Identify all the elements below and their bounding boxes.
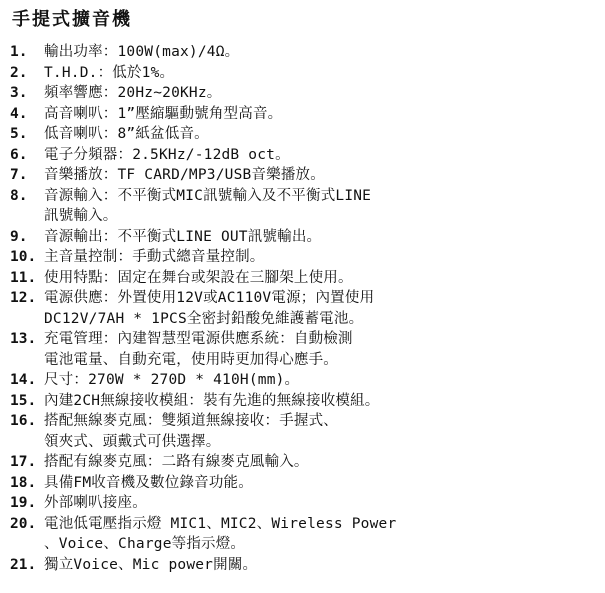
spec-item-line: 外部喇叭接座。 [44, 495, 147, 511]
spec-item-text [44, 514, 600, 555]
spec-item-number: 8. [10, 187, 28, 204]
spec-item-text [44, 227, 600, 248]
spec-item-line: T.H.D.：低於1%。 [44, 64, 175, 81]
spec-item-text [44, 124, 600, 145]
spec-item-text [44, 288, 600, 329]
spec-item-line: 搭配有線麥克風：二路有線麥克風輸入。 [44, 454, 309, 470]
spec-item-number: 14. [10, 372, 37, 388]
spec-item [10, 329, 600, 370]
spec-item [10, 145, 600, 166]
spec-item-number: 13. [10, 331, 37, 347]
spec-item-text [44, 473, 600, 494]
spec-item-line: 主音量控制：手動式總音量控制。 [44, 249, 265, 265]
spec-item-line: 頻率響應：20Hz~20KHz。 [44, 85, 222, 101]
spec-item-number: 6. [10, 146, 28, 163]
spec-item-number: 7. [10, 167, 28, 183]
spec-item-text [44, 411, 600, 452]
spec-item-line: 輸出功率：100W(max)/4Ω。 [44, 44, 240, 60]
spec-item-line: 具備FM收音機及數位錄音功能。 [44, 474, 253, 491]
spec-item-number: 1. [10, 44, 28, 60]
spec-item-number: 5. [10, 126, 28, 142]
spec-item-line: 搭配無線麥克風：雙頻道無線接收：手握式、 [44, 413, 338, 429]
spec-item-line: 音源輸出：不平衡式LINE OUT訊號輸出。 [44, 228, 322, 245]
spec-item-line: 電子分頻器：2.5KHz/-12dB oct。 [44, 146, 290, 163]
spec-item [10, 83, 600, 104]
spec-item-number: 9. [10, 228, 28, 245]
spec-item [10, 165, 600, 186]
spec-item-text [44, 555, 600, 576]
spec-item-text [44, 268, 600, 289]
spec-item-text [44, 104, 600, 125]
spec-item-number: 4. [10, 105, 28, 122]
document-title: 手提式擴音機 [12, 9, 132, 30]
spec-item-number: 20. [10, 515, 37, 532]
spec-item [10, 370, 600, 391]
spec-item-text [44, 493, 600, 514]
spec-item-line: 、Voice、Charge等指示燈。 [44, 536, 246, 552]
spec-item-text [44, 42, 600, 63]
spec-item [10, 124, 600, 145]
spec-item [10, 186, 600, 227]
spec-item [10, 473, 600, 494]
spec-item-line: 電池低電壓指示燈 MIC1、MIC2、Wireless Power [44, 515, 397, 532]
spec-item-line: 領夾式、頭戴式可供選擇。 [44, 433, 221, 450]
spec-item-text [44, 63, 600, 84]
spec-item-text [44, 165, 600, 186]
spec-item [10, 555, 600, 576]
spec-item-text [44, 452, 600, 473]
spec-item [10, 42, 600, 63]
spec-item-number: 15. [10, 392, 37, 409]
spec-item-line: 音源輸入：不平衡式MIC訊號輸入及不平衡式LINE [44, 187, 372, 204]
spec-item-text [44, 247, 600, 268]
spec-item-line: 充電管理：內建智慧型電源供應系統：自動檢測 [44, 331, 353, 347]
spec-item-line: 訊號輸入。 [44, 208, 118, 224]
spec-item-number: 11. [10, 269, 37, 286]
spec-item [10, 493, 600, 514]
spec-item-text [44, 186, 600, 227]
spec-item-number: 16. [10, 413, 37, 429]
spec-item [10, 247, 600, 268]
spec-item-number: 19. [10, 495, 37, 511]
spec-item-number: 10. [10, 249, 37, 265]
spec-item [10, 391, 600, 412]
spec-item-text [44, 370, 600, 391]
spec-item [10, 227, 600, 248]
spec-item-number: 18. [10, 474, 37, 491]
spec-item-text [44, 391, 600, 412]
spec-item-number: 3. [10, 85, 28, 101]
spec-item-line: 電源供應：外置使用12V或AC110V電源；內置使用 [44, 290, 375, 306]
spec-item-number: 12. [10, 290, 37, 306]
spec-item [10, 411, 600, 452]
spec-item [10, 268, 600, 289]
spec-item-line: 獨立Voice、Mic power開關。 [44, 556, 258, 573]
spec-item [10, 514, 600, 555]
spec-item-text [44, 329, 600, 370]
spec-list [10, 42, 600, 575]
spec-item-line: 低音喇叭：8”紙盆低音。 [44, 126, 209, 142]
spec-item-line: 內建2CH無線接收模組：裝有先進的無線接收模組。 [44, 392, 380, 409]
spec-item-line: 使用特點：固定在舞台或架設在三腳架上使用。 [44, 269, 353, 286]
spec-item-text [44, 83, 600, 104]
spec-item-number: 2. [10, 64, 28, 81]
spec-item [10, 104, 600, 125]
spec-item-number: 17. [10, 454, 37, 470]
spec-item-number: 21. [10, 556, 37, 573]
spec-item-line: 音樂播放：TF CARD/MP3/USB音樂播放。 [44, 167, 325, 183]
spec-item [10, 288, 600, 329]
spec-item-line: 高音喇叭：1”壓縮驅動號角型高音。 [44, 105, 283, 122]
spec-item [10, 452, 600, 473]
spec-item-line: 尺寸：270W * 270D * 410H(mm)。 [44, 372, 300, 388]
spec-item-text [44, 145, 600, 166]
spec-item-line: 電池電量、自動充電，使用時更加得心應手。 [44, 351, 338, 368]
spec-item [10, 63, 600, 84]
spec-item-line: DC12V/7AH * 1PCS全密封鉛酸免維護蓄電池。 [44, 310, 364, 327]
